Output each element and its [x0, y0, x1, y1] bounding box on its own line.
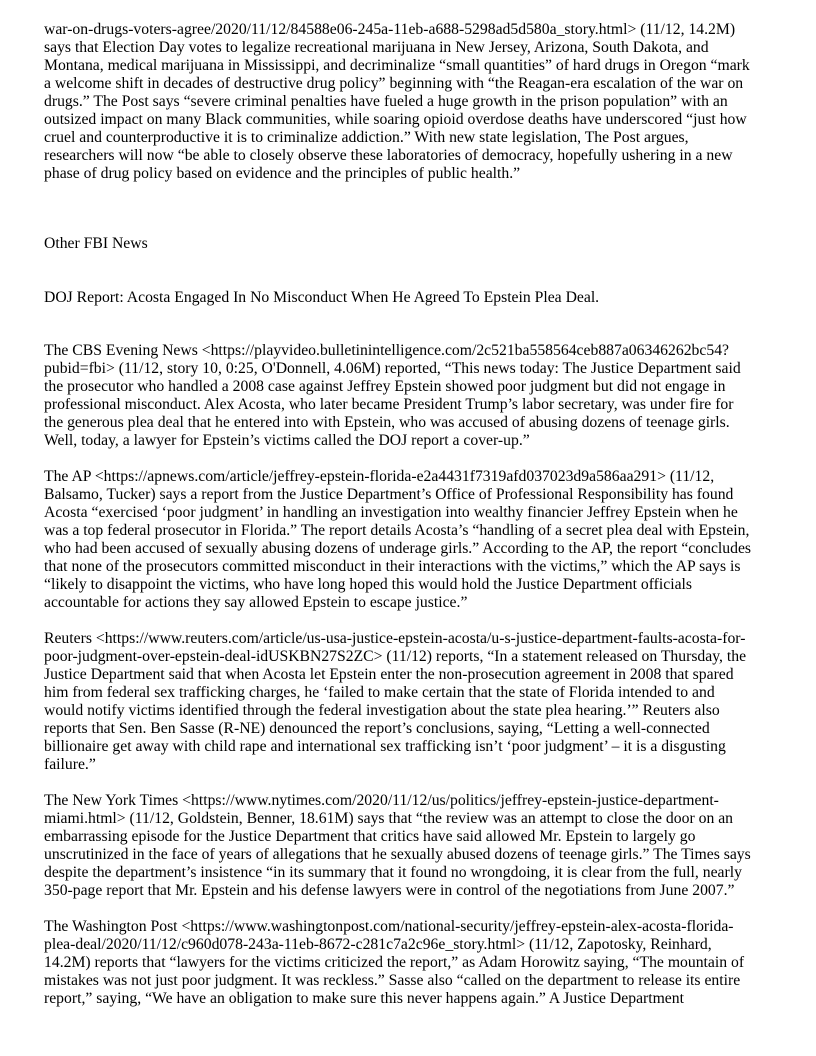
text-line: plea-deal/2020/11/12/c960d078-243a-11eb-8672-c281c7a2c96e_story.html> (11/12, Zapotosky, Reinhard,	[44, 936, 712, 953]
text-line: phase of drug policy based on evidence and the principles of public health.”	[44, 165, 521, 182]
text-line: pubid=fbi> (11/12, story 10, 0:25, O'Donnell, 4.06M) reported, “This news today: The Justice Department said	[44, 360, 741, 377]
text-line: Montana, medical marijuana in Mississippi, and decriminalize “small quantities” of hard drugs in Oregon “mark	[44, 57, 750, 74]
text-line: Other FBI News	[44, 235, 148, 252]
text-line: the generous plea deal that he entered into with Epstein, who was accused of abusing dozens of teenage girls.	[44, 414, 730, 431]
text-line: “likely to disappoint the victims, who have long hoped this would hold the Justice Department officials	[44, 576, 693, 593]
text-line: researchers will now “be able to closely observe these laboratories of democracy, hopefully ushering in a new	[44, 147, 733, 164]
text-line: Balsamo, Tucker) says a report from the Justice Department’s Office of Professional Responsibility has found	[44, 486, 734, 503]
section-heading	[44, 235, 148, 253]
cbs-paragraph	[44, 342, 741, 450]
text-line: The AP <https://apnews.com/article/jeffrey-epstein-florida-e2a4431f7319afd037023d9a586aa291> (11/12,	[44, 468, 715, 485]
text-line: The Washington Post <https://www.washingtonpost.com/national-security/jeffrey-epstein-alex-acosta-florida-	[44, 918, 734, 935]
text-line: 350-page report that Mr. Epstein and his defense lawyers were in control of the negotiations from June 2007.”	[44, 882, 735, 899]
text-line: that none of the prosecutors committed misconduct in their interactions with the victims,” which the AP says is	[44, 558, 741, 575]
drug-policy-paragraph	[44, 21, 750, 183]
text-line: accountable for actions they say allowed Epstein to escape justice.”	[44, 594, 468, 611]
text-line: reports that Sen. Ben Sasse (R-NE) denounced the report’s conclusions, saying, “Letting a well-connected	[44, 720, 710, 737]
text-line: the prosecutor who handled a 2008 case against Jeffrey Epstein showed poor judgment but did not engage in	[44, 378, 726, 395]
text-line: a welcome shift in decades of destructive drug policy” beginning with “the Reagan-era escalation of the war on	[44, 75, 744, 92]
text-line: professional misconduct. Alex Acosta, who later became President Trump’s labor secretary, was under fire for	[44, 396, 734, 413]
text-line: cruel and counterproductive it is to criminalize addiction.” With new state legislation, The Post argues,	[44, 129, 689, 146]
text-line: says that Election Day votes to legalize recreational marijuana in New Jersey, Arizona, South Dakota, and	[44, 39, 709, 56]
text-line: DOJ Report: Acosta Engaged In No Misconduct When He Agreed To Epstein Plea Deal.	[44, 289, 600, 306]
text-line: was a top federal prosecutor in Florida.” The report details Acosta’s “handling of a secret plea deal with Epstein,	[44, 522, 750, 539]
text-line: despite the department’s insistence “in its summary that it found no wrongdoing, it is clear from the full, nearly	[44, 864, 742, 881]
text-line: Reuters <https://www.reuters.com/article/us-usa-justice-epstein-acosta/u-s-justice-department-faults-acosta-for-	[44, 630, 746, 647]
text-line: drugs.” The Post says “severe criminal penalties have fueled a huge growth in the prison population” with an	[44, 93, 728, 110]
text-line: The New York Times <https://www.nytimes.com/2020/11/12/us/politics/jeffrey-epstein-justice-department-	[44, 792, 719, 809]
text-line: Acosta “exercised ‘poor judgment’ in handling an investigation into wealthy financier Jeffrey Epstein when he	[44, 504, 738, 521]
text-line: war-on-drugs-voters-agree/2020/11/12/84588e06-245a-11eb-a688-5298ad5d580a_story.html> (11/12, 14.2M)	[44, 21, 736, 38]
text-line: outsized impact on many Black communities, while soaring opioid overdose deaths have underscored “just how	[44, 111, 747, 128]
text-line: unscrutinized in the face of years of allegations that he sexually abused dozens of teenage girls.” The Times says	[44, 846, 751, 863]
text-line: embarrassing episode for the Justice Department that critics have said allowed Mr. Epstein to largely go	[44, 828, 696, 845]
text-line: Justice Department said that when Acosta let Epstein enter the non-prosecution agreement in 2008 that spared	[44, 666, 734, 683]
text-line: who had been accused of sexually abusing dozens of underage girls.” According to the AP, the report “concludes	[44, 540, 752, 557]
text-line: The CBS Evening News <https://playvideo.bulletinintelligence.com/2c521ba558564ceb887a06346262bc54?	[44, 342, 730, 359]
story-headline	[44, 289, 599, 307]
text-line: poor-judgment-over-epstein-deal-idUSKBN27S2ZC> (11/12) reports, “In a statement released on Thursday, the	[44, 648, 747, 665]
text-line: him from federal sex trafficking charges, he ‘failed to make certain that the state of Florida intended to and	[44, 684, 715, 701]
wapo-paragraph	[44, 918, 744, 1008]
text-line: failure.”	[44, 756, 96, 773]
text-line: would notify victims identified through the federal investigation about the state plea hearing.’” Reuters also	[44, 702, 720, 719]
text-line: report,” saying, “We have an obligation to make sure this never happens again.” A Justice Department	[44, 990, 684, 1007]
reuters-paragraph	[44, 630, 746, 774]
nyt-paragraph	[44, 792, 751, 900]
text-line: 14.2M) reports that “lawyers for the victims criticized the report,” as Adam Horowitz saying, “The mountain of	[44, 954, 745, 971]
text-line: Well, today, a lawyer for Epstein’s victims called the DOJ report a cover-up.”	[44, 432, 530, 449]
text-line: miami.html> (11/12, Goldstein, Benner, 18.61M) says that “the review was an attempt to close the door on an	[44, 810, 734, 827]
text-line: billionaire get away with child rape and international sex trafficking isn’t ‘poor judgment’ – it is a disgusting	[44, 738, 726, 755]
text-line: mistakes was not just poor judgment. It was reckless.” Sasse also “called on the department to release its entire	[44, 972, 741, 989]
ap-paragraph	[44, 468, 751, 612]
